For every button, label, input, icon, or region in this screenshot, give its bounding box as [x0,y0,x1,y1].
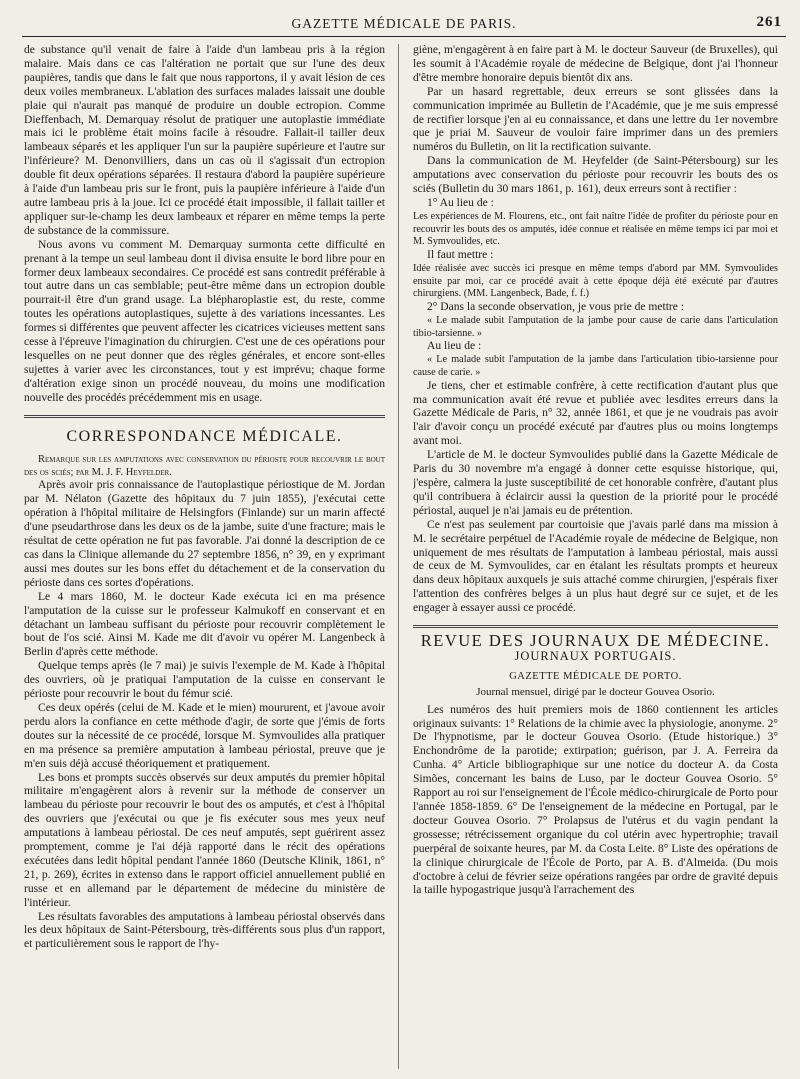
quoted-text: « Le malade subit l'amputation de la jambe dans l'articulation tibio-tarsienne pour cause de carie. » [413,354,778,378]
section-rule [413,625,778,628]
paragraph: Par un hasard regrettable, deux erreurs se sont glissées dans la communication imprimée au Bulletin de l'Académie, que je me suis empressé de rectifier lorsque j'en ai eu connaissance, et dans une lettre du 1er novembre que je priai M. Sauveur de vouloir faire imprimer dans un des premiers numéros du Bulletin, on lit la rectification suivante. [413,85,778,154]
section-title: REVUE DES JOURNAUX DE MÉDECINE. [420,631,771,651]
paragraph: Je tiens, cher et estimable confrère, à cette rectification d'autant plus que ma communication avait été revue et publiée avec lesdites erreurs dans la Gazette Médicale de Paris, n° 32, année 1861, et que je ne voudrais pas avoir l'air d'avoir conçu un procédé exécuté par d'autres plus ou moins longtemps avant moi. [413,379,778,448]
paragraph: Le 4 mars 1860, M. le docteur Kade exécuta ici en ma présence l'amputation de la cuisse sur le professeur Kalmukoff en conservant et en détachant un lambeau suffisant du périoste pour recouvrir complètement le bout de l'os scié. Ainsi M. Kade me dit d'avoir vu opérer M. Langenbeck à Berlin d'après cette méthode. [24,590,385,659]
paragraph: Nous avons vu comment M. Demarquay surmonta cette difficulté en prenant à la tempe un seul lambeau dont il divisa ensuite le bord libre pour en former deux lambeaux secondaires. Ce procédé est sans contredit préférable à tout autre dans un cas semblable; peut-être même dans un ectropion double pourrait-il être d'un grand usage. La blépharoplastie est, du reste, comme toutes les opérations autoplastiques, sujette à des variations incessantes. Les formes si différentes que peuvent affecter les cicatrices vicieuses mettent sans cesse à l'épreuve l'imagination du chirurgien. C'est une de ces opérations pour lesquelles on ne peut donner que des règles générales, et encore sont-elles sujettes à varier avec les circonstances, tout y est imprévu; chaque forme d'altération exige sinon un procédé nouveau, du moins une modification nouvelle des procédés précédemment mis en usage. [24,238,385,404]
quoted-text: Idée réalisée avec succès ici presque en même temps d'abord par MM. Symvoulides ensuite par moi, car ce procédé avait à cette époque déjà été exécuté par d'autres chirurgiens. (MM. Langenbeck, Bade, f. f.) [413,262,778,300]
column-divider [398,44,399,1069]
section-title: CORRESPONDANCE MÉDICALE. [66,427,343,445]
paragraph: de substance qu'il venait de faire à l'aide d'un lambeau pris à la région malaire. Mais dans ce cas l'altération ne portait que sur l'une des deux paupières, tandis que dans le fait que nous rapportons, il y avait lésion de ces deux voiles membraneux. L'ablation des surfaces malades laissait une double plaie qui n'aurait pas manqué de produire un double ectropion. Comme Dieffenbach, M. Demarquay résolut de pratiquer une autoplastie immédiate mais ici le problème était moins facile à résoudre. Fallait-il tailler deux lambeaux séparés et les appliquer l'un sur la paupière supérieure et l'autre sur l'inférieure? M. Denonvilliers, dans un cas où il s'agissait d'un ectropion double fit deux opérations séparées. Il restaura d'abord la paupière supérieure à l'aide d'un lambeau pris sur le front, puis la paupière inférieure à l'aide d'un autre lambeau pris à la joue. Ici ce procédé était impossible, il fallait tailler et appliquer sur-le-champ les deux lambeaux et réparer en même temps la perte de substance de la commissure. [24,44,385,237]
paragraph: Les numéros des huit premiers mois de 1860 contiennent les articles originaux suivants: 1° Relations de la chimie avec la physiologie, anonyme. 2° De l'hypnotisme, par le docteur Gouvea Osorio. (Etude historique.) 3° Enchondrôme de la parotide; extirpation; guérison, par J. A. Ferreira da Cunha. 4° Article bibliographique sur une notice du docteur A. da Costa Simões, concernant les bains de Luso, par le docteur Gouvea Osorio. 5° Rapport au roi sur l'enseignement de l'École médico-chirurgicale de Porto pour l'année 1858-1859. 6° De l'enseignement de la médecine en Portugal, par le docteur Gouvea Osorio. 7° Prolapsus de l'utérus et du vagin pendant la grossesse; rétrécissement organique du col utérin avec hypertrophie; travail puerpéral de soixante heures, par M. da Costa Leite. 8° Liste des opérations de la clinique chirurgicale de l'École de Porto, par A. B. d'Almeida. (Du mois d'octobre à celui de février seize opérations rangées par ordre de gravité depuis la taille hypogastrique jusqu'à l'arrachement des [413,703,778,897]
paragraph: Il faut mettre : [427,248,494,261]
quoted-text: « Le malade subit l'amputation de la jambe pour cause de carie dans l'articulation tibio-tarsienne. » [413,314,778,339]
paragraph: Au lieu de : [427,340,482,353]
paragraph: L'article de M. le docteur Symvoulides publié dans la Gazette Médicale de Paris du 30 novembre m'a engagé à donner cette esquisse historique, qui, j'espère, calmera la juste susceptibilité de cet honorable confrère, d'autant plus qu'il contribuera à éclaircir aussi la question de la priorité pour le procédé périostal, auquel je n'ai jamais eu de prétention. [413,449,778,517]
paragraph: Après avoir pris connaissance de l'autoplastique périostique de M. Jordan par M. Nélaton (Gazette des hôpitaux du 7 juin 1855), j'exécutai cette opération à l'hôpital militaire de Helsingfors (Finlande) sur un marin affecté d'une pseudarthrose dans les deux os de la jambe, suite d'une fracture; mais le résultat de cette opération ne fut pas favorable. J'ai donné la description de ce cas dans la Clinique allemande du 27 septembre 1856, n° 39, en y exprimant aussi mes doutes sur les bons effet du détachement et de la conservation du périoste dans ces sortes d'opérations. [24,479,385,589]
page-header [22,14,786,37]
paragraph: Quelque temps après (le 7 mai) je suivis l'exemple de M. Kade à l'hôpital des ouvriers, où je pratiquai l'amputation de la cuisse en conservant le périoste pour recouvrir le bout du fémur scié. [24,660,385,701]
quoted-text: Les expériences de M. Flourens, etc., ont fait naître l'idée de profiter du périoste pour en recouvrir les bouts des os amputés, idée connue et réalisée en même temps ici par moi et M. Symvoulides, etc. [413,210,778,248]
article-heading [24,453,385,479]
journal-subheading: GAZETTE MÉDICALE DE PORTO. [509,670,682,682]
paragraph: 2° Dans la seconde observation, je vous prie de mettre : [427,301,684,313]
paragraph: Ces deux opérés (celui de M. Kade et le mien) moururent, et j'avoue avoir perdu alors la confiance en cette méthode d'agir, de sorte que j'émis de forts doutes sur la nécessité de ce procédé, lorsque M. Symvoulides alla pratiquer en ma présence sa première amputation à lambeau périostal, preuve que je m'en suis déjà accusé théoriquement et pratiquement. [24,701,385,770]
journal-description: Journal mensuel, dirigé par le docteur Gouvea Osorio. [476,685,715,698]
section-subtitle: JOURNAUX PORTUGAIS. [514,648,677,663]
paragraph: Dans la communication de M. Heyfelder (de Saint-Pétersbourg) sur les amputations avec conservation du périoste pour recouvrir les bouts des os sciés (Bulletin du 30 mars 1861, p. 161), deux erreurs sont à rectifier : [413,155,778,196]
page-number: 261 [756,14,782,30]
section-rule [24,415,385,418]
right-column [413,44,778,1069]
left-column [24,44,385,1069]
journal-title: GAZETTE MÉDICALE DE PARIS. [291,16,517,31]
paragraph: 1° Au lieu de : [427,196,494,209]
paragraph: Ce n'est pas seulement par courtoisie que j'avais parlé dans ma mission à M. le secrétaire perpétuel de l'Académie royale de médecine de Belgique, non uniquement de mes résultats de l'amputation à lambeau périostal, mais aussi de ceux de M. Symvoulides, car en étalant les résultats prompts et heureux dans deux hôpitaux auxquels je suis attaché comme chirurgien, j'espérais fixer l'attention des confrères belges à un plus haut degré sur ce sujet, et de les engager à essayer aussi ce procédé. [413,518,778,615]
article-heading-text: Remarque sur les amputations avec conservation du périoste pour recouvrir le bout des os sciés; par M. J. F. Heyfelder. [24,454,385,479]
paragraph: Les résultats favorables des amputations à lambeau périostal observés dans les deux hôpitaux de Saint-Pétersbourg, très-différents sous plus d'un rapport, et particulièrement sous le rapport de l'hy- [24,910,385,951]
paragraph: Les bons et prompts succès observés sur deux amputés du premier hôpital militaire m'engagèrent alors à revenir sur la méthode de conserver un lambeau du périoste pour recouvrir le bout des os amputés, et c'est à l'hôpital des ouvriers que j'exécutai ou que je fis exécuter sous mes yeux neuf amputations à lambeau périostal. De ces neuf amputés, sept guérirent assez promptement, comme je l'ai déjà rapporté dans le récit des opérations exécutées dans ledit hôpital pendant l'année 1860 (Deutsche Klinik, 1861, n° 21, p. 269), écrites in extenso dans le rapport officiel annuellement publié en russe et en allemand par le département de médecine du ministère de l'intérieur. [24,771,385,909]
paragraph: giène, m'engagèrent à en faire part à M. le docteur Sauveur (de Bruxelles), qui les soumit à l'Académie royale de médecine de Belgique, dont j'ai l'honneur d'être membre honoraire depuis bientôt dix ans. [413,44,778,84]
